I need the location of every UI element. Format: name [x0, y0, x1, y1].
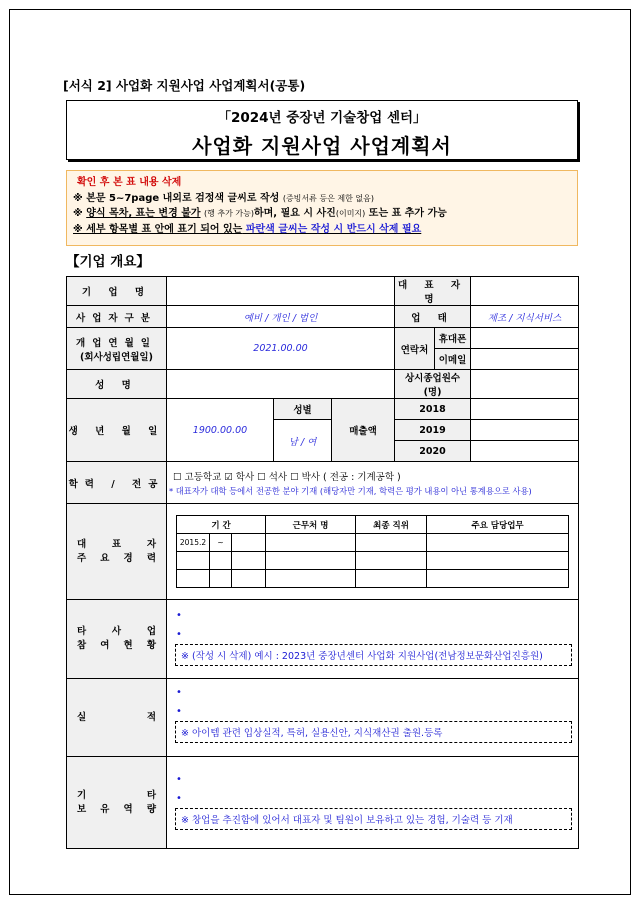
other-programs-note: ※ (작성 시 삭제) 예시 : 2023년 중장년센터 사업화 지원사업(전남정보문화산업진흥원): [175, 644, 572, 666]
career-end[interactable]: [232, 552, 266, 570]
bullet: •: [176, 706, 182, 717]
email-field[interactable]: [471, 349, 579, 370]
employees-field[interactable]: [471, 370, 579, 399]
notice-box: [66, 170, 578, 246]
table-row: [177, 534, 569, 552]
notice-line1: ※ 본문 5~7page 내외로 검정색 글씨로 작성 (증빙서류 등은 제한 없음): [73, 192, 374, 204]
sales-year-2019: 2019: [395, 420, 471, 441]
sales-2020-field[interactable]: [471, 441, 579, 462]
career-table: [176, 515, 569, 588]
career-end[interactable]: [232, 570, 266, 588]
ceo-name-label: 대 표 자 명: [395, 277, 471, 306]
career-workplace-field[interactable]: [266, 570, 356, 588]
section-title: 【기업 개요】: [66, 254, 150, 270]
career-start[interactable]: [177, 552, 210, 570]
email-label: 이메일: [435, 349, 471, 370]
career-header-workplace: 근무처 명: [266, 516, 356, 534]
employees-label: 상시종업원수 (명): [395, 370, 471, 399]
company-name-label: 기 업 명: [67, 277, 167, 306]
career-header-duty: 주요 담당업무: [427, 516, 569, 534]
career-position-field[interactable]: [356, 570, 427, 588]
career-sep: [210, 570, 232, 588]
name-label: 성 명: [67, 370, 167, 399]
career-header-period: 기 간: [177, 516, 266, 534]
other-programs-field[interactable]: [167, 600, 579, 679]
contact-label: 연락처: [395, 328, 435, 370]
notice-heading: 확인 후 본 표 내용 삭제: [77, 177, 182, 188]
education-options[interactable]: ☐ 고등학교 ☑ 학사 ☐ 석사 ☐ 박사 ( 전공 : 기계공학 ): [173, 471, 401, 483]
education-field[interactable]: [167, 462, 579, 504]
bullet: •: [176, 774, 182, 785]
career-duty-field[interactable]: [427, 534, 569, 552]
name-field[interactable]: [167, 370, 395, 399]
form-label: [서식 2] 사업화 지원사업 사업계획서(공통): [63, 78, 306, 93]
career-cell: [167, 504, 579, 600]
phone-field[interactable]: [471, 328, 579, 349]
company-name-field[interactable]: [167, 277, 395, 306]
industry-value[interactable]: 제조 / 지식서비스: [471, 306, 579, 328]
education-note: * 대표자가 대학 등에서 전공한 분야 기재 (해당자만 기재, 학력은 평가 내용이 아닌 통계용으로 사용): [169, 485, 532, 496]
career-end[interactable]: [232, 534, 266, 552]
other-capability-field[interactable]: [167, 757, 579, 849]
bullet: •: [176, 629, 182, 640]
sales-year-2018: 2018: [395, 399, 471, 420]
career-position-field[interactable]: [356, 552, 427, 570]
career-header-position: 최종 직위: [356, 516, 427, 534]
company-overview-table: [66, 276, 579, 849]
sales-label: 매출액: [332, 399, 395, 462]
education-label: 학력 / 전공: [67, 462, 167, 504]
title-box: [66, 100, 578, 160]
founded-label: 개업연월일 (회사성립연월일): [67, 328, 167, 370]
biz-type-label: 사업자구분: [67, 306, 167, 328]
bullet: •: [176, 610, 182, 621]
performance-field[interactable]: [167, 679, 579, 757]
performance-note: ※ 아이템 관련 입상실적, 특허, 실용신안, 지식재산권 출원.등록: [175, 721, 572, 743]
other-programs-label: 타 사 업 참 여 현 황: [67, 600, 167, 679]
performance-label: 실 적: [67, 679, 167, 757]
bullet: •: [176, 793, 182, 804]
career-position-field[interactable]: [356, 534, 427, 552]
notice-line2: ※ 양식 목차, 표는 변경 불가 (행 추가 가능)하며, 필요 시 사진(이미지) 또는 표 추가 가능: [73, 208, 447, 220]
sales-year-2020: 2020: [395, 441, 471, 462]
career-workplace-field[interactable]: [266, 534, 356, 552]
biz-type-value[interactable]: 예비 / 개인 / 법인: [167, 306, 395, 328]
sales-2018-field[interactable]: [471, 399, 579, 420]
career-sep: [210, 552, 232, 570]
phone-label: 휴대폰: [435, 328, 471, 349]
gender-label: 성별: [274, 399, 332, 420]
founded-value[interactable]: 2021.00.00: [167, 328, 395, 370]
bullet: •: [176, 687, 182, 698]
career-duty-field[interactable]: [427, 552, 569, 570]
birth-label: 생 년 월 일: [67, 399, 167, 462]
industry-label: 업 태: [395, 306, 471, 328]
career-workplace-field[interactable]: [266, 552, 356, 570]
gender-value[interactable]: 남 / 여: [274, 420, 332, 462]
title-line2: 사업화 지원사업 사업계획서: [192, 134, 452, 158]
ceo-name-field[interactable]: [471, 277, 579, 306]
career-duty-field[interactable]: [427, 570, 569, 588]
career-sep: ~: [210, 534, 232, 552]
other-capability-note: ※ 창업을 추진함에 있어서 대표자 및 팀원이 보유하고 있는 경험, 기술력 등 기재: [175, 808, 572, 830]
career-start[interactable]: 2015.2: [177, 534, 210, 552]
notice-line3: ※ 세부 항목별 표 안에 표기 되어 있는 파란색 글씨는 작성 시 반드시 삭제 필요: [73, 223, 422, 235]
sales-2019-field[interactable]: [471, 420, 579, 441]
table-row: [177, 552, 569, 570]
birth-value[interactable]: 1900.00.00: [167, 399, 274, 462]
career-label: 대 표 자 주 요 경 력: [67, 504, 167, 600]
table-row: [177, 570, 569, 588]
other-capability-label: 기 타 보 유 역 량: [67, 757, 167, 849]
career-start[interactable]: [177, 570, 210, 588]
title-line1: 「2024년 중장년 기술창업 센터」: [217, 110, 427, 126]
